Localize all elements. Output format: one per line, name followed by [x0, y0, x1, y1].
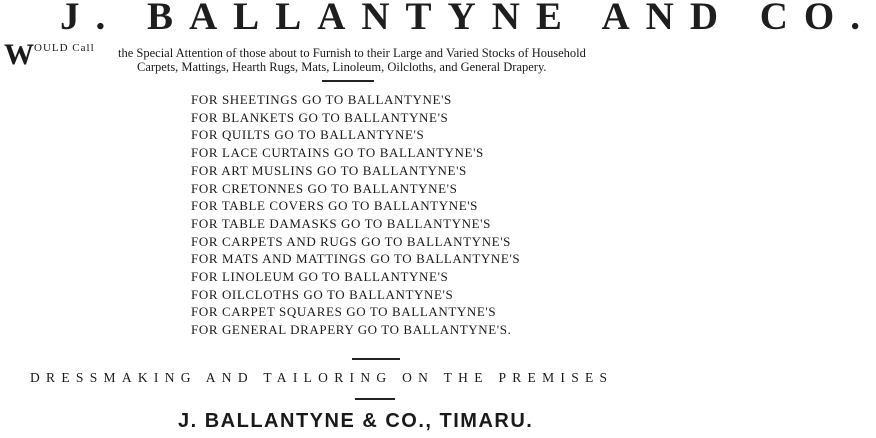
list-item: FOR CARPETS AND RUGS GO TO BALLANTYNE'S [191, 233, 511, 249]
list-item: FOR MATS AND MATTINGS GO TO BALLANTYNE'S [191, 251, 521, 267]
divider-rule [322, 80, 374, 82]
dressmaking-line: DRESSMAKING AND TAILORING ON THE PREMISES [30, 370, 614, 385]
intro-line-1: the Special Attention of those about to Furnish to their Large and Varied Stocks of Household [118, 46, 586, 60]
list-item: FOR TABLE COVERS GO TO BALLANTYNE'S [191, 198, 479, 214]
list-item: FOR SHEETINGS GO TO BALLANTYNE'S [191, 92, 452, 107]
list-item: FOR QUILTS GO TO BALLANTYNE'S [191, 127, 425, 143]
product-list [191, 91, 520, 339]
intro-line-2: Carpets, Mattings, Hearth Rugs, Mats, Linoleum, Oilcloths, and General Drapery. [137, 60, 547, 74]
list-item: FOR ART MUSLINS GO TO BALLANTYNE'S [191, 162, 467, 178]
list-item: FOR BLANKETS GO TO BALLANTYNE'S [191, 109, 449, 125]
list-item: FOR OILCLOTHS GO TO BALLANTYNE'S [191, 286, 454, 302]
intro-smallcaps: OULD Call [34, 42, 95, 54]
list-item: FOR GENERAL DRAPERY GO TO BALLANTYNE'S. [191, 322, 512, 338]
list-item: FOR CRETONNES GO TO BALLANTYNE'S [191, 180, 458, 196]
ad-title: J. BALLANTYNE AND CO. [60, 0, 876, 38]
divider-rule [352, 358, 400, 360]
list-item: FOR CARPET SQUARES GO TO BALLANTYNE'S [191, 304, 497, 320]
company-signature: J. BALLANTYNE & CO., TIMARU. [178, 410, 534, 432]
list-item: FOR LACE CURTAINS GO TO BALLANTYNE'S [191, 145, 484, 161]
drop-cap: W [4, 38, 34, 71]
divider-rule [355, 398, 395, 400]
list-item: FOR LINOLEUM GO TO BALLANTYNE'S [191, 269, 449, 285]
list-item: FOR TABLE DAMASKS GO TO BALLANTYNE'S [191, 215, 491, 231]
